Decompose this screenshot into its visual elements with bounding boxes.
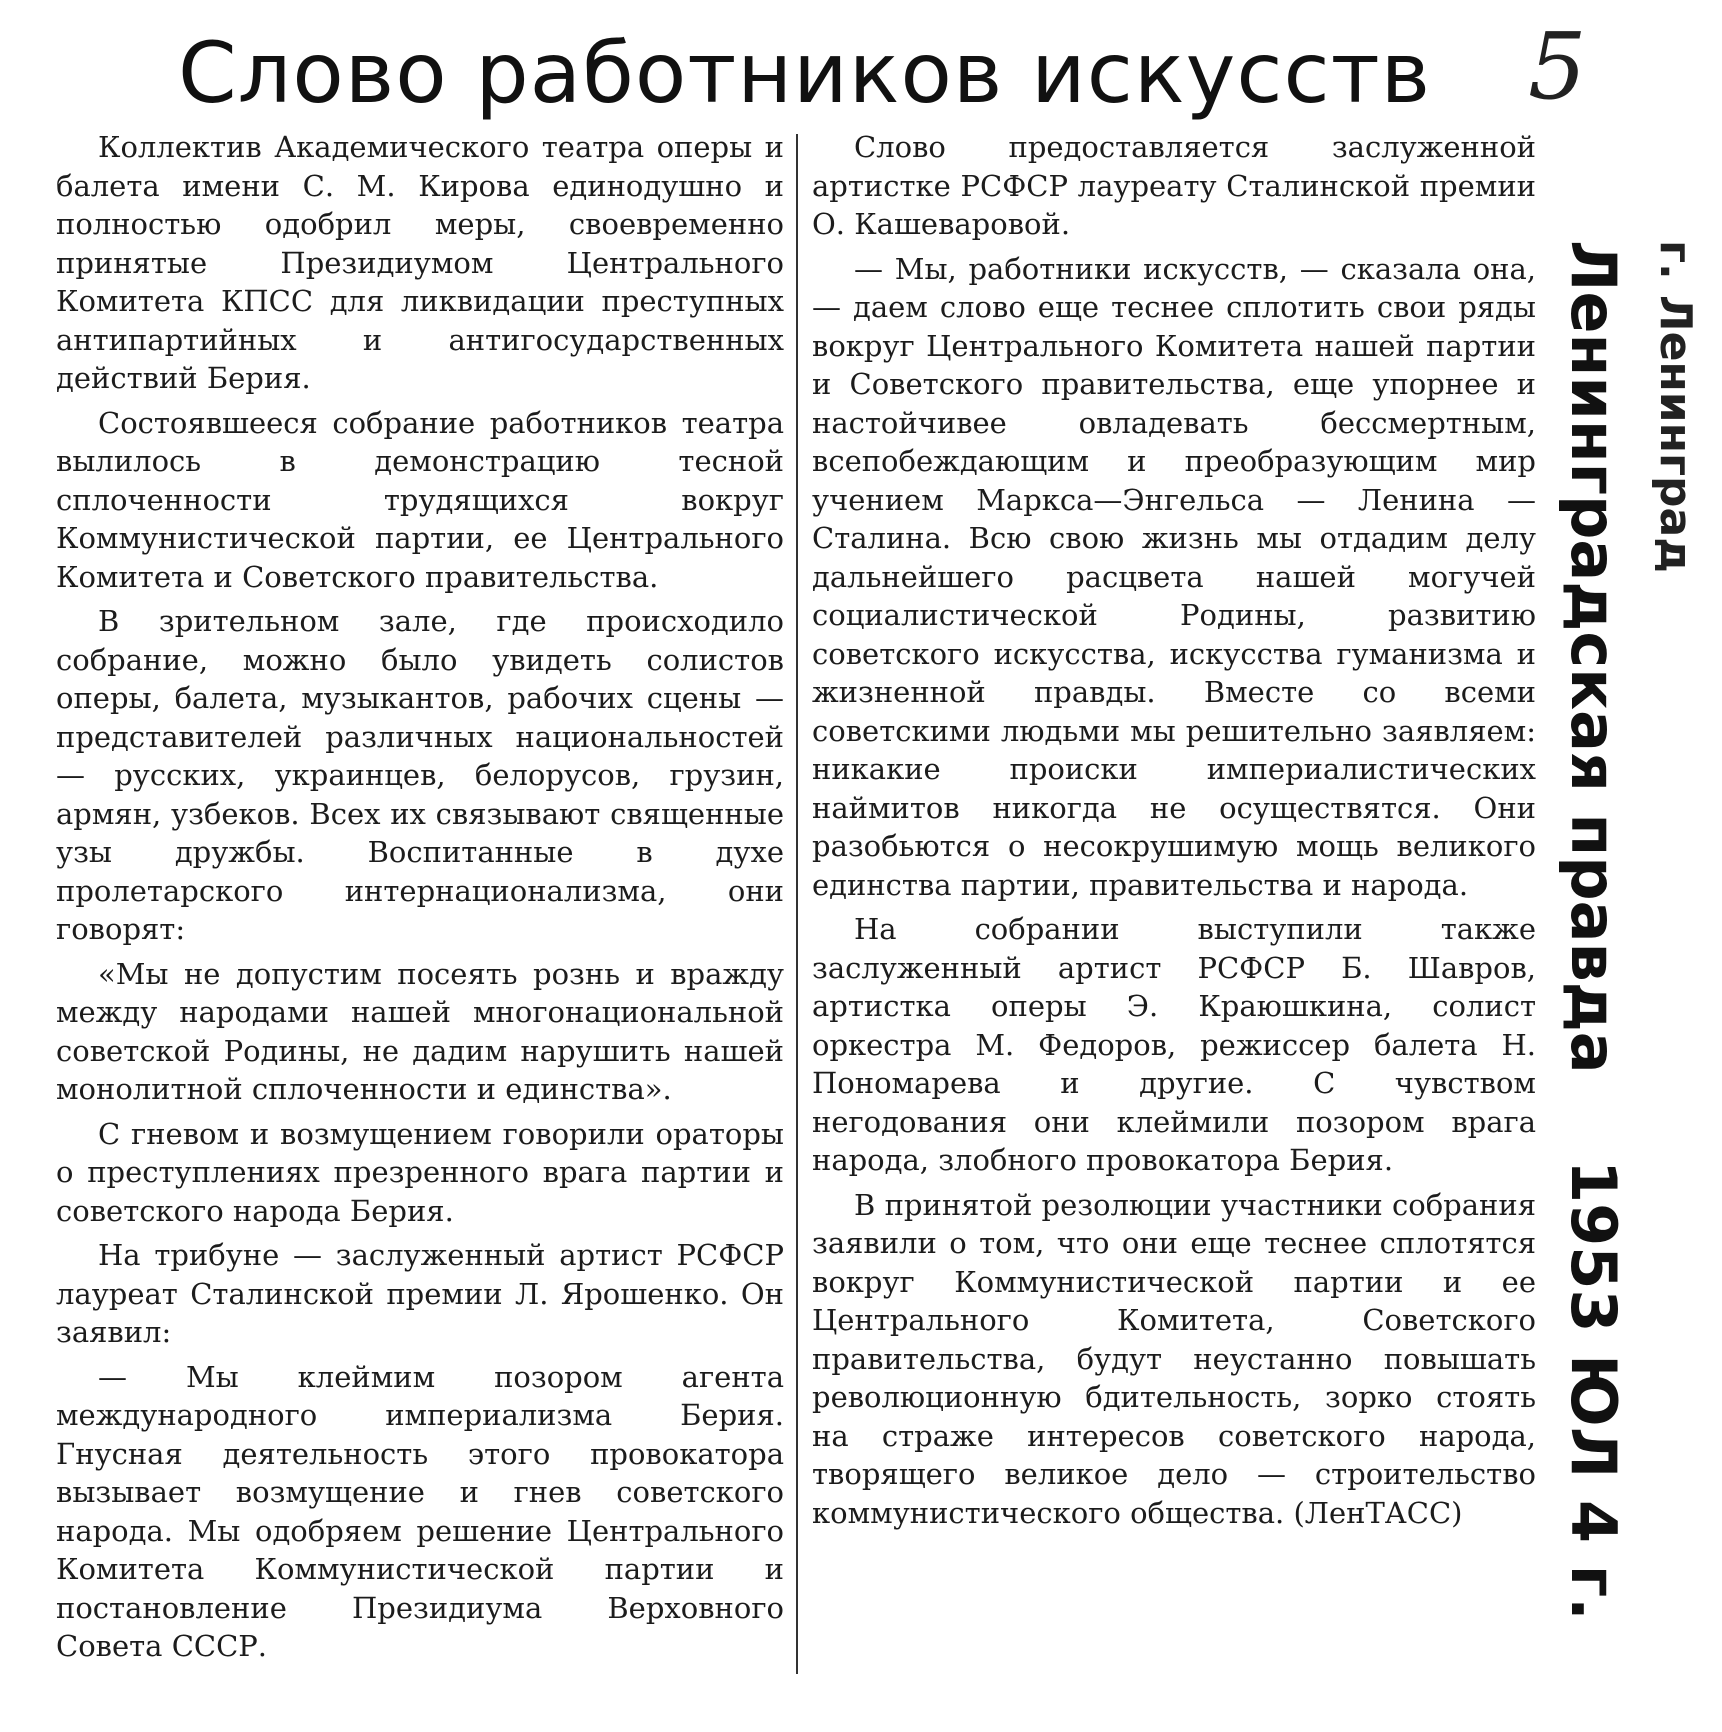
- paragraph: На собрании выступили также заслуженный артист РСФСР Б. Шавров, артистка оперы Э. Краюшкина, солист оркестра М. Федоров, режиссер балета Н. Пономарева и другие. С чувством негодования они клеймили позором врага народа, злобного провокатора Берия.: [812, 912, 1536, 1177]
- paragraph: Состоявшееся собрание работников театра вылилось в демонстрацию тесной сплоченности трудящихся вокруг Коммунистической партии, ее Центрального Комитета и Советского правительства.: [56, 405, 784, 594]
- stamp-newspaper: Ленинградская правда: [1557, 240, 1630, 1074]
- paragraph: — Мы клеймим позором агента международного империализма Берия. Гнусная деятельность этого провокатора вызывает возмущение и гнев советского народа. Мы одобряем решение Центрального Комитета Коммунистической партии и постановление Президиума Верховного Совета СССР.: [56, 1359, 784, 1663]
- handwritten-page-mark: 5: [1528, 13, 1587, 120]
- left-column: [56, 128, 784, 1672]
- paragraph-quote: «Мы не допустим посеять рознь и вражду между народами нашей многонациональной советской Родины, не дадим нарушить нашей монолитной сплоченности и единства».: [56, 956, 784, 1106]
- right-column: [812, 128, 1536, 1538]
- paragraph: С гневом и возмущением говорили ораторы о преступлениях презренного врага партии и советского народа Берия.: [56, 1116, 784, 1228]
- paragraph: — Мы, работники искусств, — сказала она, — даем слово еще теснее сплотить свои ряды вокруг Центрального Комитета нашей партии и Советского правительства, еще упорнее и настойчивее овладевать бессмертным, всепобеждающим и преобразующим мир учением Маркса—Энгельса — Ленина — Сталина. Всю свою жизнь мы отдадим делу дальнейшего расцвета нашей могучей социалистической Родины, развитию советского искусства, искусства гуманизма и жизненной правды. Вместе со всеми советскими людьми мы решительно заявляем: никакие происки империалистических наймитов никогда не осуществятся. Они разобьются о несокрушимую мощь великого единства партии, правительства и народа.: [812, 251, 1536, 902]
- paragraph: На трибуне — заслуженный артист РСФСР лауреат Сталинской премии Л. Ярошенко. Он заявил:: [56, 1238, 784, 1349]
- paragraph: В принятой резолюции участники собрания заявили о том, что они еще теснее сплотятся вокруг Коммунистической партии и ее Центрального Комитета, Советского правительства, будут неустанно повышать революционную бдительность, зорко стоять на страже интересов советского народа, творящего великое дело — строительство коммунистического общества. (ЛенТАСС): [812, 1187, 1536, 1530]
- paragraph: Коллектив Академического театра оперы и балета имени С. М. Кирова единодушно и полностью одобрил меры, своевременно принятые Президиумом Центрального Комитета КПСС для ликвидации преступных антипартийных и антигосударственных действий Берия.: [56, 130, 784, 395]
- paragraph: В зрительном зале, где происходило собрание, можно было увидеть солистов оперы, балета, музыкантов, рабочих сцены — представителей различных национальностей — русских, украинцев, белорусов, грузин, армян, узбеков. Всех их связывают священные узы дружбы. Воспитанные в духе пролетарского интернационализма, они говорят:: [56, 604, 784, 946]
- paragraph: Слово предоставляется заслуженной артистке РСФСР лауреату Сталинской премии О. Кашеваровой.: [812, 130, 1536, 241]
- archive-date-stamp: [1545, 240, 1705, 1621]
- stamp-city: г. Ленинград: [1650, 240, 1701, 573]
- article-headline: Слово работников искусств: [178, 24, 1432, 122]
- stamp-date: 1953 ЮЛ 4 г.: [1557, 1159, 1630, 1621]
- column-divider: [796, 134, 798, 1674]
- stamp-newspaper-date: [1553, 240, 1633, 1621]
